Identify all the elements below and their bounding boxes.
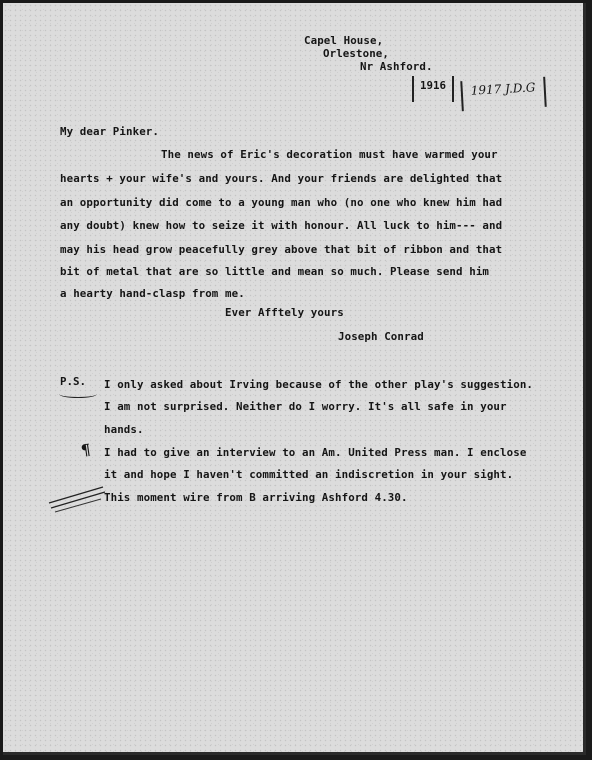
- body-line: hearts + your wife's and yours. And your friends are delighted that: [60, 172, 503, 185]
- postscript-line: I had to give an interview to an Am. United Press man. I enclose: [104, 446, 527, 459]
- postscript-line: I am not surprised. Neither do I worry. It's all safe in your: [104, 400, 507, 413]
- postscript-line: it and hope I haven't committed an indiscretion in your sight.: [104, 468, 514, 481]
- body-line: may his head grow peacefully grey above that bit of ribbon and that: [60, 243, 503, 256]
- paragraph-mark: ¶: [79, 440, 92, 460]
- address-line-3: Nr Ashford.: [360, 60, 433, 73]
- body-line: an opportunity did come to a young man who (no one who knew him had: [60, 196, 503, 209]
- body-line: a hearty hand-clasp from me.: [60, 287, 245, 300]
- postscript-line: I only asked about Irving because of the other play's suggestion.: [104, 378, 534, 391]
- pen-scribble-mark: [47, 481, 109, 515]
- postscript-line: hands.: [104, 423, 144, 436]
- salutation: My dear Pinker.: [60, 125, 160, 138]
- body-line: The news of Eric's decoration must have warmed your: [161, 148, 498, 161]
- signature: Joseph Conrad: [338, 330, 424, 343]
- postscript-label: P.S.: [60, 375, 87, 388]
- body-line: any doubt) knew how to seize it with honour. All luck to him--- and: [60, 219, 503, 232]
- typed-year-bracket: 1916: [412, 76, 454, 102]
- postscript-underline: [59, 390, 97, 398]
- address-line-2: Orlestone,: [323, 47, 390, 60]
- closing-line: Ever Afftely yours: [225, 306, 344, 319]
- handwritten-year-bracket: 1917 J.D.G: [460, 77, 546, 111]
- address-line-1: Capel House,: [304, 34, 384, 47]
- body-line: bit of metal that are so little and mean so much. Please send him: [60, 265, 490, 278]
- postscript-line: This moment wire from B arriving Ashford 4.30.: [104, 491, 408, 504]
- letter-page: [3, 3, 586, 755]
